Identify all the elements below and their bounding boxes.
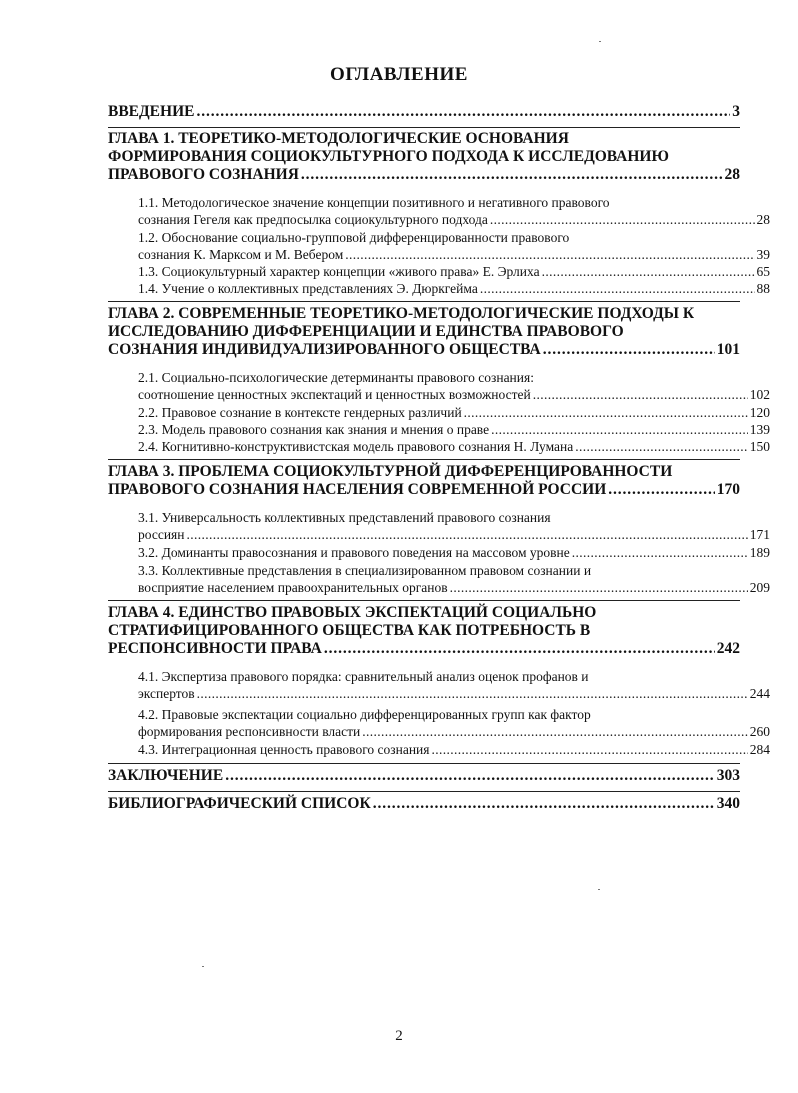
entry-text: сознания Гегеля как предпосылка социокультурного подхода <box>138 212 488 227</box>
entry-text: сознания К. Марксом и М. Вебером <box>138 247 344 262</box>
toc-entry-section-1-3[interactable] <box>108 263 770 280</box>
entry-page: 340 <box>716 795 740 812</box>
toc-title: ОГЛАВЛЕНИЕ <box>330 64 468 85</box>
toc-entry-section-1-2[interactable] <box>108 229 770 263</box>
entry-text-line: 4.2. Правовые экспектации социально дифференцированных групп как фактор <box>138 707 591 722</box>
entry-text: ПРАВОВОГО СОЗНАНИЯ НАСЕЛЕНИЯ СОВРЕМЕННОЙ РОССИИ <box>108 481 607 498</box>
scan-speck <box>599 41 601 42</box>
page-number: 2 <box>395 1028 403 1044</box>
divider <box>108 127 740 128</box>
divider <box>108 763 740 764</box>
entry-text-line: 1.1. Методологическое значение концепции позитивного и негативного правового <box>138 195 610 210</box>
entry-text: БИБЛИОГРАФИЧЕСКИЙ СПИСОК <box>108 795 371 812</box>
toc-entry-section-4-3[interactable] <box>108 741 770 758</box>
entry-text-line: 2.1. Социально-психологические детерминанты правового сознания: <box>138 370 534 385</box>
entry-text: 1.4. Учение о коллективных представлениях Э. Дюркгейма <box>138 281 478 296</box>
toc-entry-section-2-3[interactable] <box>108 421 770 438</box>
entry-page: 189 <box>749 545 770 560</box>
scan-speck <box>598 889 600 890</box>
entry-text: восприятие населением правоохранительных органов <box>138 580 448 595</box>
entry-text-line: ГЛАВА 2. СОВРЕМЕННЫЕ ТЕОРЕТИКО-МЕТОДОЛОГИЧЕСКИЕ ПОДХОДЫ К <box>108 305 695 322</box>
toc-entry-chapter-2[interactable] <box>108 305 740 359</box>
entry-text: СОЗНАНИЯ ИНДИВИДУАЛИЗИРОВАННОГО ОБЩЕСТВА <box>108 341 541 358</box>
entry-page: 171 <box>749 527 770 542</box>
entry-page: 170 <box>716 481 740 498</box>
entry-text: россиян <box>138 527 185 542</box>
entry-text-line: СТРАТИФИЦИРОВАННОГО ОБЩЕСТВА КАК ПОТРЕБНОСТЬ В <box>108 622 591 639</box>
entry-text-line: ИССЛЕДОВАНИЮ ДИФФЕРЕНЦИАЦИИ И ЕДИНСТВА ПРАВОВОГО <box>108 323 624 340</box>
toc-entry-section-1-4[interactable] <box>108 280 770 297</box>
entry-text: 2.2. Правовое сознание в контексте гендерных различий <box>138 405 462 420</box>
entry-text-line: 1.2. Обоснование социально-групповой дифференцированности правового <box>138 230 570 245</box>
entry-text-line: ГЛАВА 4. ЕДИНСТВО ПРАВОВЫХ ЭКСПЕКТАЦИЙ СОЦИАЛЬНО <box>108 604 597 621</box>
entry-text-line: 3.1. Универсальность коллективных представлений правового сознания <box>138 510 551 525</box>
toc-entry-section-2-4[interactable] <box>108 438 770 455</box>
toc-entry-chapter-1[interactable] <box>108 130 740 184</box>
entry-page: 244 <box>749 686 770 701</box>
entry-page: 65 <box>756 264 770 279</box>
entry-text: 1.3. Социокультурный характер концепции «живого права» Е. Эрлиха <box>138 264 540 279</box>
divider <box>108 459 740 460</box>
divider <box>108 791 740 792</box>
divider <box>108 301 740 302</box>
entry-text: ВВЕДЕНИЕ <box>108 103 195 120</box>
entry-page: 3 <box>732 103 740 120</box>
entry-page: 28 <box>724 166 740 183</box>
entry-text: соотношение ценностных экспектаций и ценностных возможностей <box>138 387 531 402</box>
entry-text: формирования респонсивности власти <box>138 724 361 739</box>
toc-entry-section-2-1[interactable] <box>108 369 770 403</box>
toc-entry-conclusion[interactable] <box>108 767 740 785</box>
divider <box>108 600 740 601</box>
entry-text: ПРАВОВОГО СОЗНАНИЯ <box>108 166 299 183</box>
toc-entry-section-4-2[interactable] <box>108 706 770 740</box>
entry-page: 139 <box>749 422 770 437</box>
entry-page: 242 <box>716 640 740 657</box>
entry-page: 260 <box>749 724 770 739</box>
scan-speck <box>202 966 204 967</box>
toc-entry-chapter-3[interactable] <box>108 463 740 499</box>
entry-page: 303 <box>716 767 740 784</box>
toc-entry-section-1-1[interactable] <box>108 194 770 228</box>
entry-text: 2.4. Когнитивно-конструктивистская модель правового сознания Н. Лумана <box>138 439 574 454</box>
entry-text: экспертов <box>138 686 195 701</box>
entry-text: РЕСПОНСИВНОСТИ ПРАВА <box>108 640 322 657</box>
entry-page: 120 <box>749 405 770 420</box>
entry-text: ЗАКЛЮЧЕНИЕ <box>108 767 224 784</box>
entry-page: 101 <box>716 341 740 358</box>
entry-page: 28 <box>756 212 770 227</box>
entry-text: 2.3. Модель правового сознания как знания и мнения о праве <box>138 422 490 437</box>
entry-text: 3.2. Доминанты правосознания и правового поведения на массовом уровне <box>138 545 570 560</box>
toc-entry-introduction[interactable] <box>108 103 740 121</box>
entry-text-line: 4.1. Экспертиза правового порядка: сравнительный анализ оценок профанов и <box>138 669 589 684</box>
toc-entry-section-3-2[interactable] <box>108 544 770 561</box>
entry-text-line: 3.3. Коллективные представления в специализированном правовом сознании и <box>138 563 592 578</box>
entry-text-line: ФОРМИРОВАНИЯ СОЦИОКУЛЬТУРНОГО ПОДХОДА К ИССЛЕДОВАНИЮ <box>108 148 669 165</box>
entry-text-line: ГЛАВА 3. ПРОБЛЕМА СОЦИОКУЛЬТУРНОЙ ДИФФЕРЕНЦИРОВАННОСТИ <box>108 463 673 480</box>
entry-page: 284 <box>749 742 770 757</box>
entry-page: 209 <box>749 580 770 595</box>
entry-page: 39 <box>756 247 770 262</box>
entry-text-line: ГЛАВА 1. ТЕОРЕТИКО-МЕТОДОЛОГИЧЕСКИЕ ОСНОВАНИЯ <box>108 130 569 147</box>
toc-entry-chapter-4[interactable] <box>108 604 740 658</box>
entry-text: 4.3. Интеграционная ценность правового сознания <box>138 742 430 757</box>
toc-entry-section-3-1[interactable] <box>108 509 770 543</box>
entry-page: 88 <box>756 281 770 296</box>
toc-entry-section-3-3[interactable] <box>108 562 770 596</box>
toc-entry-bibliography[interactable] <box>108 795 740 813</box>
entry-page: 102 <box>749 387 770 402</box>
toc-entry-section-2-2[interactable] <box>108 404 770 421</box>
toc-entry-section-4-1[interactable] <box>108 668 770 702</box>
entry-page: 150 <box>749 439 770 454</box>
